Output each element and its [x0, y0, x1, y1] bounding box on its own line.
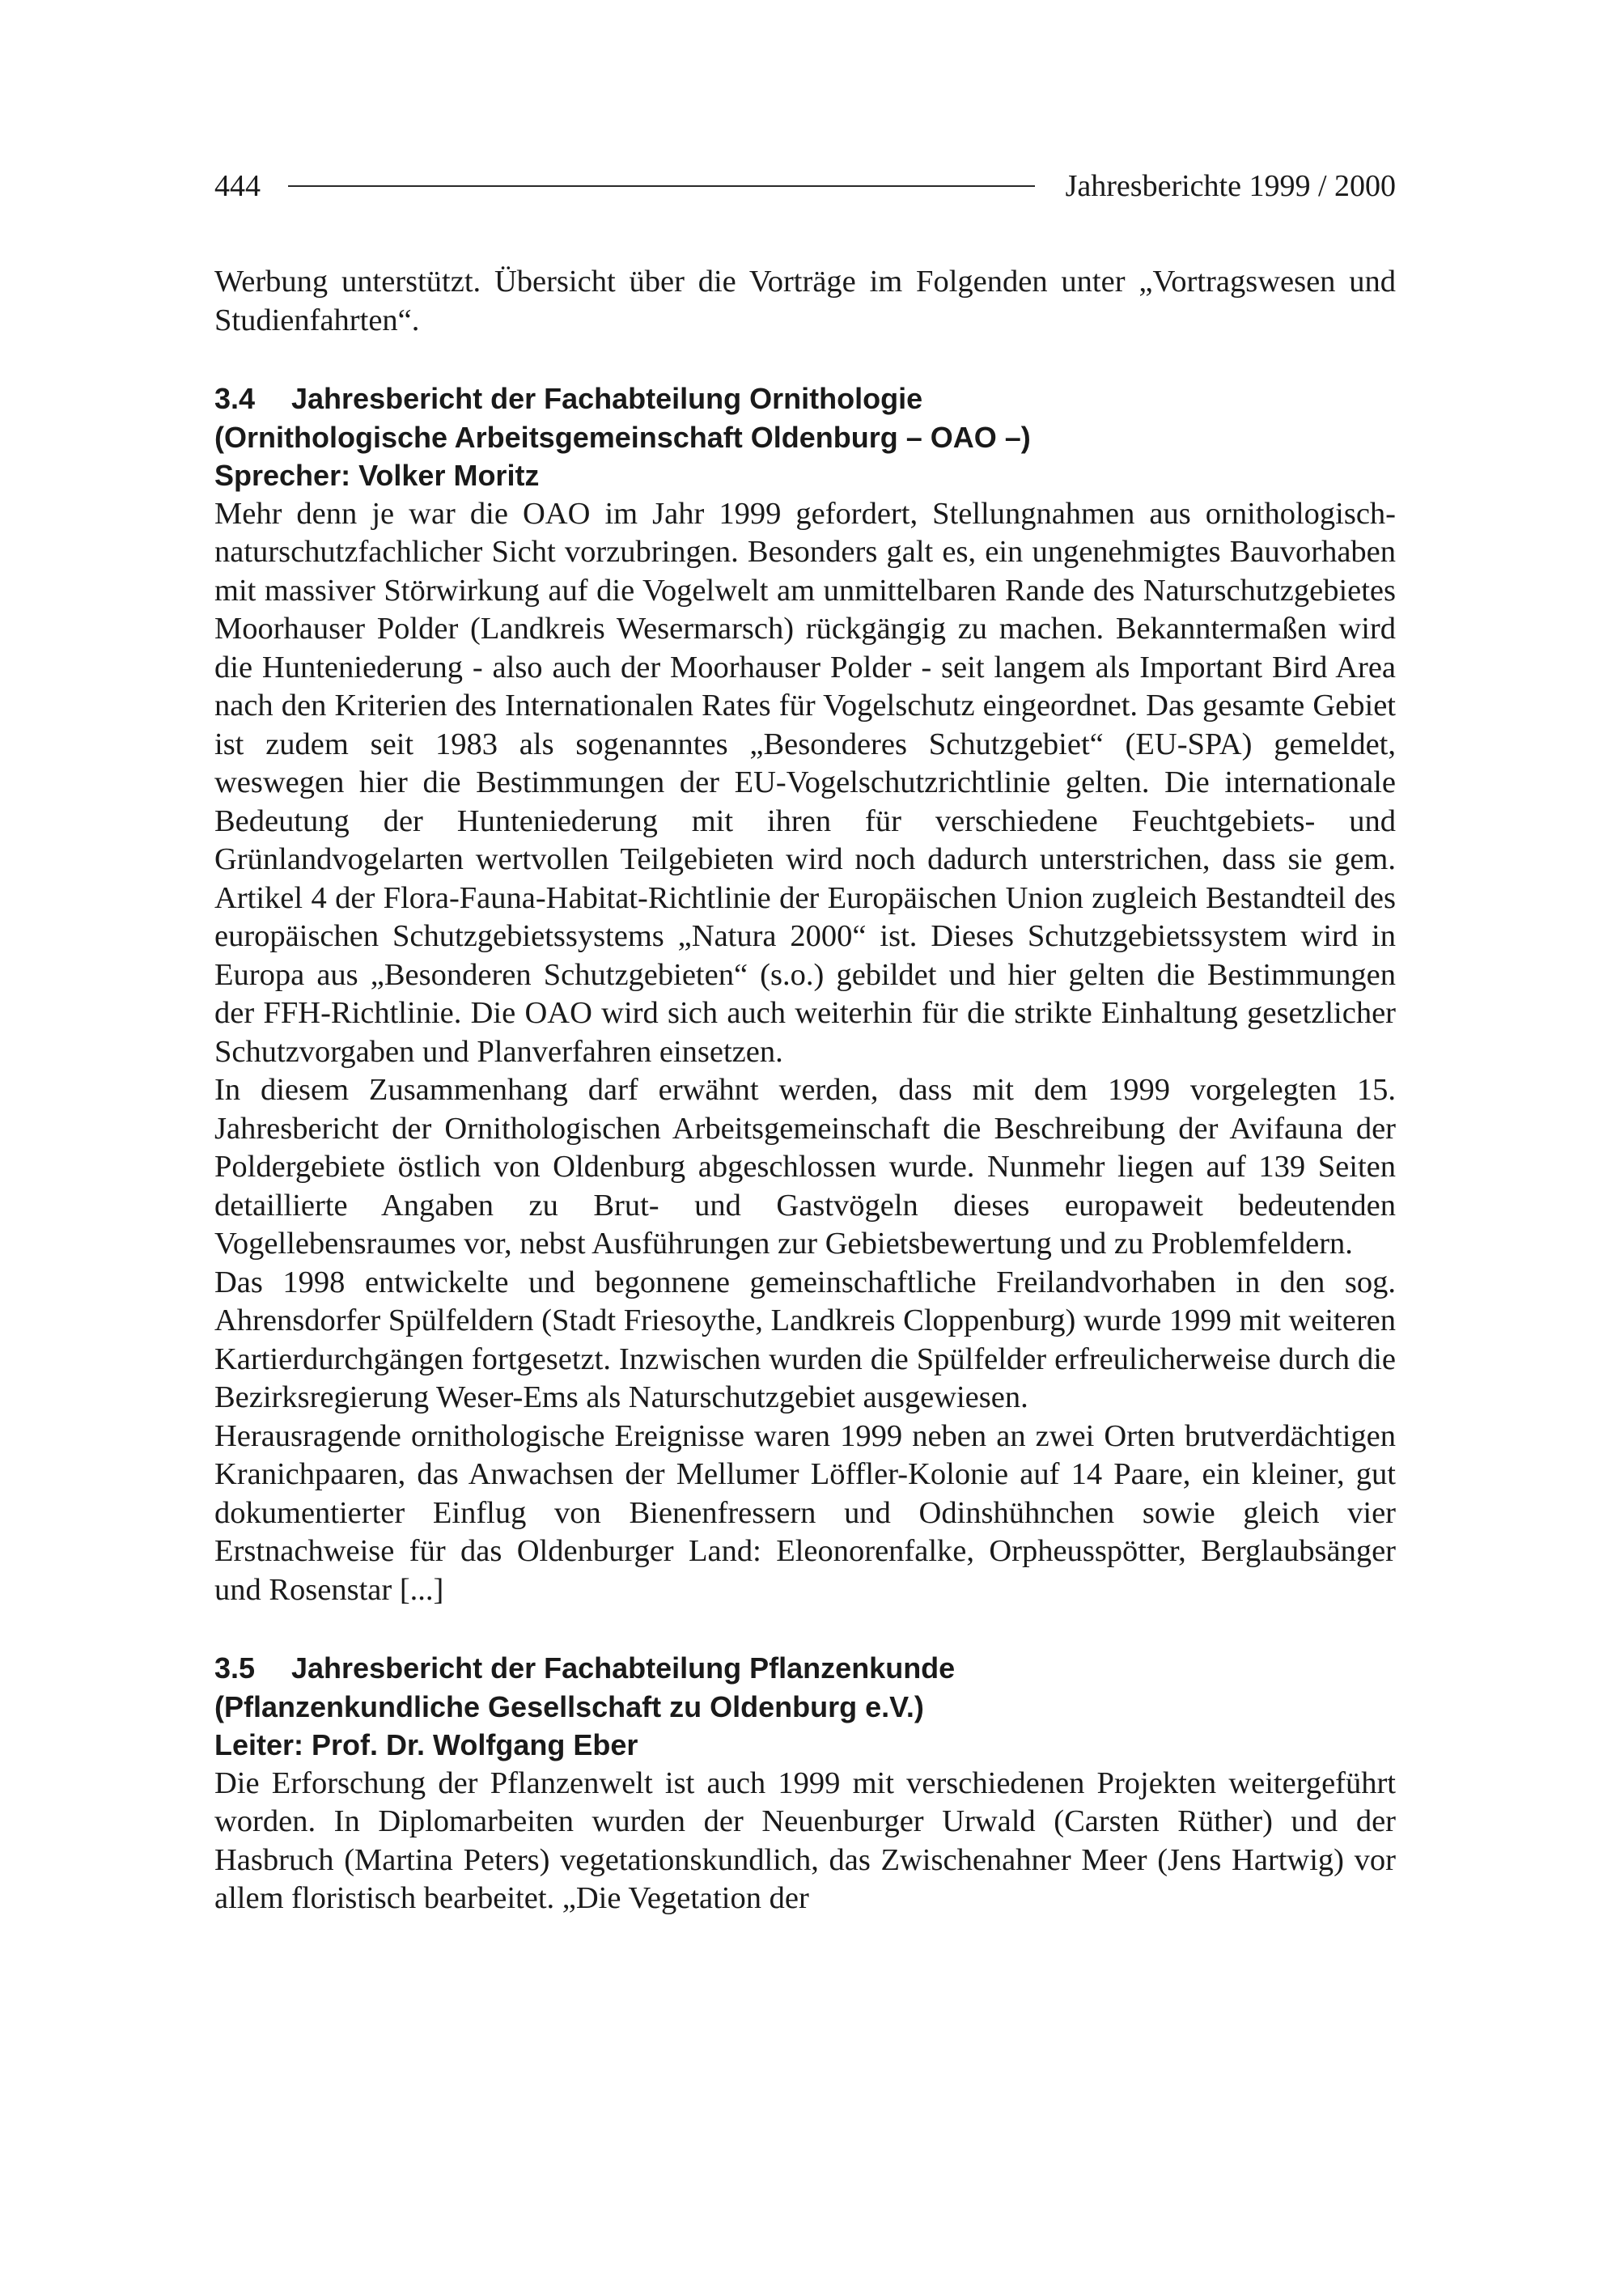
- running-title: Jahresberichte 1999 / 2000: [1065, 169, 1396, 203]
- body-paragraph: Mehr denn je war die OAO im Jahr 1999 gefordert, Stellungnahmen aus ornithologisch-naturschutzfachlicher Sicht vorzubringen. Besonders galt es, ein ungenehmigtes Bauvorhaben mit massiver Störwirkung auf die Vogelwelt am unmittelbaren Rande des Naturschutzgebietes Moorhauser Polder (Landkreis Wesermarsch) rückgängig zu machen. Bekanntermaßen wird die Hunteniederung - also auch der Moorhauser Polder - seit langem als Important Bird Area nach den Kriterien des Internationalen Rates für Vogelschutz eingeordnet. Das gesamte Gebiet ist zudem seit 1983 als sogenanntes „Besonderes Schutzgebiet“ (EU-SPA) gemeldet, weswegen hier die Bestimmungen der EU-Vogelschutzrichtlinie gelten. Die internationale Bedeutung der Hunteniederung mit ihren für verschiedene Feuchtgebiets- und Grünlandvogelarten wertvollen Teilgebieten wird noch dadurch unterstrichen, dass sie gem. Artikel 4 der Flora-Fauna-Habitat-Richtlinie der Europäischen Union zugleich Bestandteil des europäischen Schutzgebietssystems „Natura 2000“ ist. Dieses Schutzgebietssystem wird in Europa aus „Besonderen Schutzgebieten“ (s.o.) gebildet und hier gelten die Bestimmungen der FFH-Richtlinie. Die OAO wird sich auch weiterhin für die strikte Einhaltung gesetzlicher Schutzvorgaben und Planverfahren einsetzen.: [214, 496, 1396, 1069]
- header-rule: [288, 185, 1035, 187]
- section-title: Jahresbericht der Fachabteilung Ornithologie: [291, 382, 923, 415]
- body-paragraph: In diesem Zusammenhang darf erwähnt werden, dass mit dem 1999 vorgelegten 15. Jahresbericht der Ornithologischen Arbeitsgemeinschaft die Beschreibung der Avifauna der Poldergebiete östlich von Oldenburg abgeschlossen wurde. Nunmehr liegen auf 139 Seiten detaillierte Angaben zu Brut- und Gastvögeln dieses europaweit bedeutenden Vogellebensraumes vor, nebst Ausführungen zur Gebietsbewertung und zu Problemfeldern.: [214, 1073, 1396, 1261]
- running-head: [214, 166, 1396, 206]
- section-heading: [214, 379, 1396, 495]
- section-3-5: [214, 1649, 1396, 1918]
- section-speaker: Sprecher: Volker Moritz: [214, 459, 540, 492]
- section-3-4: [214, 379, 1396, 1609]
- page-number: 444: [214, 169, 261, 203]
- body-paragraph: Die Erforschung der Pflanzenwelt ist auch 1999 mit verschiedenen Projekten weitergeführt worden. In Diplomarbeiten wurden der Neuenburger Urwald (Carsten Rüther) und der Hasbruch (Martina Peters) vegetationskundlich, das Zwischenahner Meer (Jens Hartwig) vor allem floristisch bearbeitet. „Die Vegetation der: [214, 1765, 1396, 1915]
- section-number: 3.5: [214, 1651, 256, 1685]
- section-number: 3.4: [214, 382, 256, 415]
- intro-paragraph: Werbung unterstützt. Übersicht über die Vorträge im Folgenden unter „Vortragswesen und Studienfahrten“.: [214, 265, 1396, 337]
- section-subtitle: (Pflanzenkundliche Gesellschaft zu Oldenburg e.V.): [214, 1689, 924, 1723]
- page-content: [214, 263, 1396, 1918]
- section-title: Jahresbericht der Fachabteilung Pflanzenkunde: [291, 1651, 956, 1685]
- body-paragraph: Herausragende ornithologische Ereignisse waren 1999 neben an zwei Orten brutverdächtigen Kranichpaaren, das Anwachsen der Mellumer Löffler-Kolonie auf 14 Paare, ein kleiner, gut dokumentierter Einflug von Bienenfressern und Odinshühnchen sowie gleich vier Erstnachweise für das Oldenburger Land: Eleonorenfalke, Orpheusspötter, Berglaubsänger und Rosenstar [...]: [214, 1418, 1396, 1607]
- section-heading: [214, 1649, 1396, 1765]
- body-paragraph: Das 1998 entwickelte und begonnene gemeinschaftliche Freilandvorhaben in den sog. Ahrensdorfer Spülfeldern (Stadt Friesoythe, Landkreis Cloppenburg) wurde 1999 mit weiteren Kartierdurchgängen fortgesetzt. Inzwischen wurden die Spülfelder erfreulicherweise durch die Bezirksregierung Weser-Ems als Naturschutzgebiet ausgewiesen.: [214, 1265, 1396, 1414]
- section-speaker: Leiter: Prof. Dr. Wolfgang Eber: [214, 1728, 638, 1761]
- section-subtitle: (Ornithologische Arbeitsgemeinschaft Oldenburg – OAO –): [214, 420, 1031, 454]
